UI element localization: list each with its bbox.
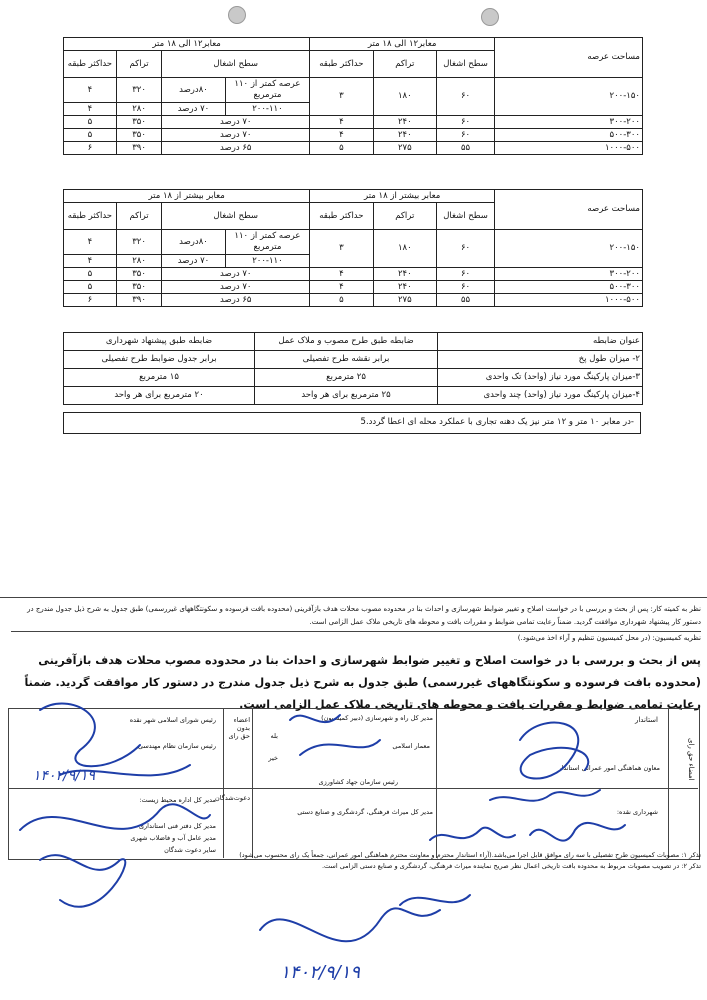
table-row: ۳۰۰-۲۰۰ ۶۰ ۲۴۰ ۴ ۷۰ درصد ۳۵۰ ۵ [64, 268, 643, 281]
header-max-floor: حداکثر طبقه [310, 203, 373, 230]
svg-text:۱۴۰۲/۹/۱۹: ۱۴۰۲/۹/۱۹ [32, 768, 95, 784]
table-row: ۲۰۰-۱۵۰ ۶۰ ۱۸۰ ۳ عرصه کمتر از ۱۱۰ مترمربع ۸۰درصد ۳۲۰ ۴ [64, 230, 643, 255]
table-row: ۳-میزان پارکینگ مورد نیاز (واحد) تک واحدی ۲۵ مترمربع ۱۵ مترمربع [64, 369, 643, 387]
table-row: ۴-میزان پارکینگ مورد نیاز (واحد) چند واحدی ۲۵ مترمربع برای هر واحد ۲۰ مترمربع برای هر واحد [64, 387, 643, 405]
header-street-left: معابر۱۲ الی ۱۸ متر [64, 38, 310, 51]
svg-text:۱۴۰۲/۹/۱۹: ۱۴۰۲/۹/۱۹ [280, 962, 360, 983]
table-row: ۵۰۰-۳۰۰ ۶۰ ۲۴۰ ۴ ۷۰ درصد ۳۵۰ ۵ [64, 281, 643, 294]
header-max-floor: حداکثر طبقه [64, 203, 117, 230]
header-occ: سطح اشغال [436, 203, 494, 230]
table-row: ۲۰۰-۱۵۰ ۶۰ ۱۸۰ ۳ عرصه کمتر از ۱۱۰ مترمربع ۸۰درصد ۳۲۰ ۴ [64, 78, 643, 103]
table-row: عنوان ضابطه ضابطه طبق طرح مصوب و ملاک عمل ضابطه طبق پیشنهاد شهرداری [64, 333, 643, 351]
table-row: ۵۰۰-۳۰۰ ۶۰ ۲۴۰ ۴ ۷۰ درصد ۳۵۰ ۵ [64, 129, 643, 142]
table-row: ۲۰۰-۱۱۰ ۷۰ درصد ۲۸۰ ۴ [64, 255, 643, 268]
table-row: ۳۰۰-۲۰۰ ۶۰ ۲۴۰ ۴ ۷۰ درصد ۳۵۰ ۵ [64, 116, 643, 129]
table-row: ۲۰۰-۱۱۰ ۷۰ درصد ۲۸۰ ۴ [64, 103, 643, 116]
header-occ: سطح اشغال [162, 51, 310, 78]
header-street-mid: معابر بیشتر از ۱۸ متر [310, 190, 495, 203]
header-density: تراکم [373, 203, 436, 230]
committee-decision: نظر به کمیته کار: پس از بحث و بررسی با در خواست اصلاح و تغییر ضوابط شهرسازی و احداث بنا در محدوده مصوب محلات هدف بازآفرینی (محدوده بافت فرسوده و سکونتگاههای غیررسمی) طبق جدول به شرح ذیل جدول مندرج در دستور کار پیشنهاد شهرداری موافقت گردید. ضمناً رعایت تمامی ضوابط و مقررات بافت و محوطه های تاریخی ملاک عمل الزامی است. نظریه کمیسیون: (در محل کمیسیون تنظیم و آراء اخذ می‌شود.) [11, 603, 701, 645]
header-max-floor: حداکثر طبقه [310, 51, 373, 78]
table-row: ۲- میزان طول پخ برابر نقشه طرح تفصیلی برابر جدول ضوابط طرح تفصیلی [64, 351, 643, 369]
table-row: ۱۰۰۰-۵۰۰ ۵۵ ۲۷۵ ۵ ۶۵ درصد ۳۹۰ ۶ [64, 142, 643, 155]
header-occ: سطح اشغال [436, 51, 494, 78]
header-area: مساحت عرصه [495, 190, 643, 230]
table-note: -در معابر ۱۰ متر و ۱۲ متر نیز یک دهنه تجاری با عملکرد محله ای اعطا گردد.5 [63, 412, 641, 434]
table-row: ۱۰۰۰-۵۰۰ ۵۵ ۲۷۵ ۵ ۶۵ درصد ۳۹۰ ۶ [64, 294, 643, 307]
signature-section: امضاء حق رای استاندار معاون هماهنگی امور عمرانی استاندار شهرداری نقده: مدیر کل راه و شهرسازی (دبیر کمیسیون) بله خیر معمار اسلامی رئیس سازمان جهاد کشاورزی مدیر کل میراث فرهنگی، گردشگری و صنایع دستی اعضاء بدون حق رای دعوت‌شدگان رئیس شورای اسلامی شهر نقده رئیس سازمان نظام مهندسی مدیر کل اداره محیط زیست: مدیر کل دفتر فنی استانداری مدیر عامل آب و فاضلاب شهری سایر دعوت شدگان [8, 708, 698, 858]
header-street-mid: معابر۱۲ الی ۱۸ متر [310, 38, 495, 51]
header-occ: سطح اشغال [162, 203, 310, 230]
header-area: مساحت عرصه [495, 38, 643, 78]
header-density: تراکم [116, 51, 161, 78]
header-max-floor: حداکثر طبقه [64, 51, 117, 78]
header-street-left: معابر بیشتر از ۱۸ متر [64, 190, 310, 203]
footnotes: تذکر ۱: مصوبات کمیسیون طرح تفصیلی با سه رای موافق قابل اجرا می‌باشد.(آراء استاندار محترم و معاونت محترم هماهنگی امور عمرانی، جمعاً یک رای محسوب می‌شود) تذکر ۲: در تصویب مصوبات مربوط به محدوده بافت تاریخی اعمال نظر صریح نماینده میراث فرهنگی، گردشگری و صنایع دستی الزامی است. [239, 851, 701, 870]
header-density: تراکم [373, 51, 436, 78]
header-density: تراکم [116, 203, 161, 230]
commission-decision: پس از بحث و بررسی با در خواست اصلاح و تغییر ضوابط شهرسازی و احداث بنا در محدوده مصوب محلات هدف بازآفرینی (محدوده بافت فرسوده و سکونتگاههای غیررسمی) طبق جدول به شرح ذیل جدول مندرج در دستور کار موافقت گردید. ضمناً رعایت تمامی ضوابط و مقررات بافت و محوطه های تاریخی ملاک عمل الزامی است. [24, 654, 701, 711]
